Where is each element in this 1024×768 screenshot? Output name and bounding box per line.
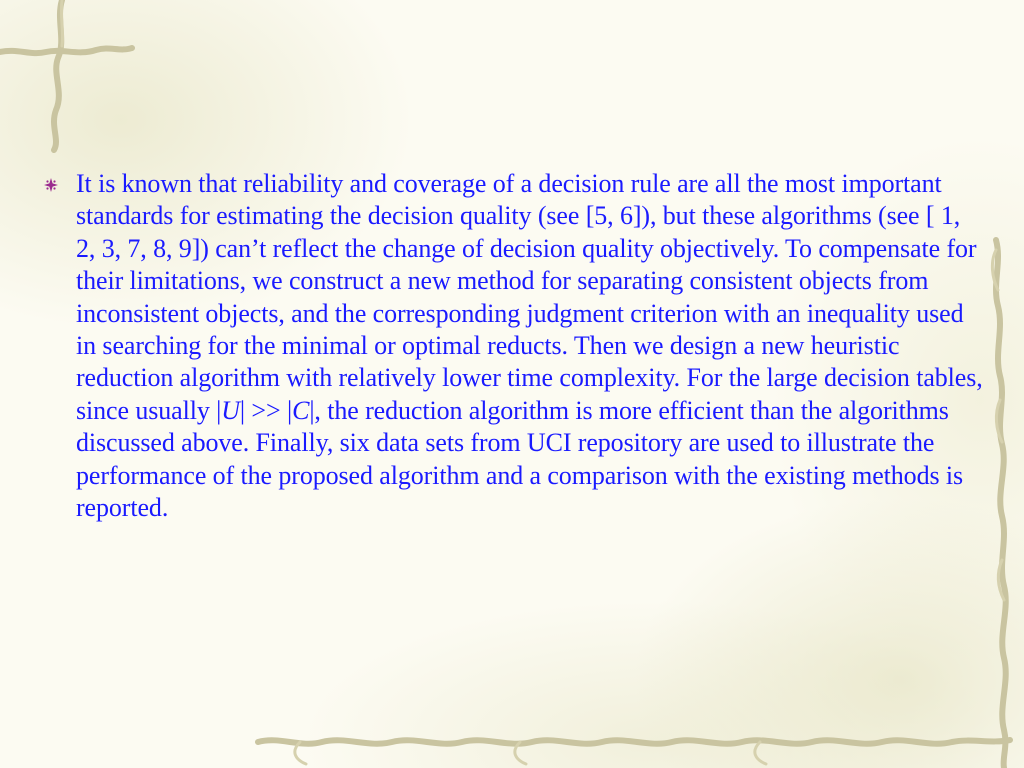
bullet-item xyxy=(44,168,984,524)
diamond-star-bullet-icon xyxy=(44,168,76,192)
bullet-paragraph xyxy=(76,168,984,524)
paragraph-text-part2: |, the reduction algorithm is more efficient than the algorithms discussed above. Finally, six data sets from UCI repository are used to illustrate the performance of the proposed algorithm and a comparison with the existing methods is reported. xyxy=(76,395,964,523)
paragraph-text-part1: It is known that reliability and coverage of a decision rule are all the most important standards for estimating the decision quality (see [5, 6]), but these algorithms (see [ 1, 2, 3, 7, 8, 9]) can’t reflect the change of decision quality objectively. To compensate for their limitations, we construct a new method for separating consistent objects from inconsistent objects, and the corresponding judgment criterion with an inequality used in searching for the minimal or optimal reducts. Then we design a new heuristic reduction algorithm with relatively lower time complexity. For the large decision tables, since usually | xyxy=(76,169,983,425)
variable-c: C xyxy=(292,395,310,425)
paragraph-text-mid: | >> | xyxy=(239,395,293,425)
slide-body xyxy=(44,168,984,524)
variable-u: U xyxy=(221,395,240,425)
